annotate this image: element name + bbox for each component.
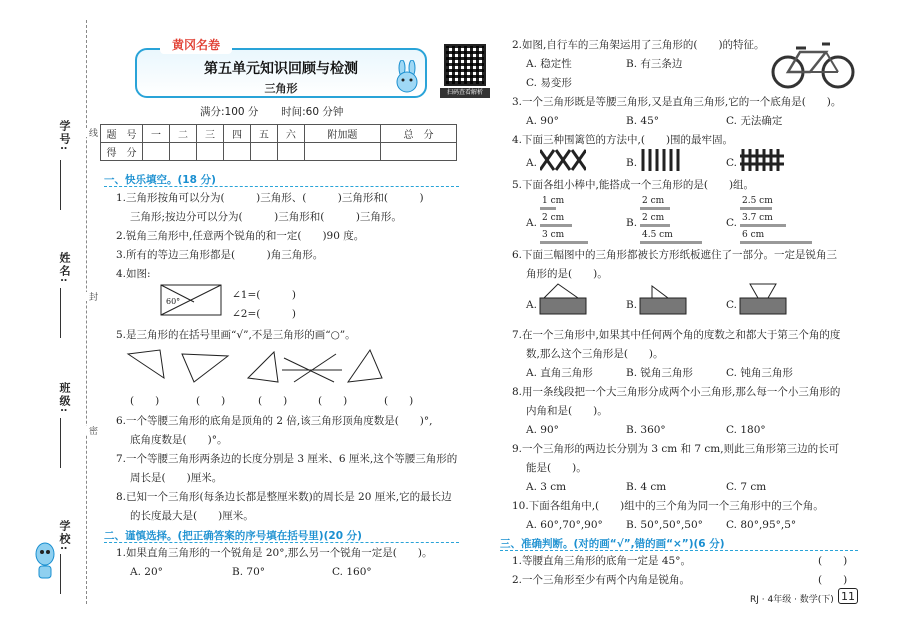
stick-b1-label: 2 cm	[642, 196, 665, 206]
q5-blank-4[interactable]: ( )	[318, 395, 348, 407]
score-input[interactable]	[380, 143, 456, 161]
table-cell: 题 号	[101, 125, 143, 143]
table-cell: 一	[143, 125, 170, 143]
q2-8-option-c[interactable]: C. 180°	[726, 424, 766, 436]
student-id-field[interactable]	[60, 160, 61, 210]
q2-9-option-a[interactable]: A. 3 cm	[526, 481, 567, 493]
q2-3-option-a[interactable]: A. 90°	[526, 115, 559, 127]
page-subtitle: 三角形	[264, 82, 298, 95]
fold-mark-line: 线	[87, 128, 97, 137]
bicycle-icon	[770, 40, 856, 90]
q2-9-option-c[interactable]: C. 7 cm	[726, 481, 767, 493]
question-1-3: 3.所有的等边三角形都是( )角三角形。	[116, 249, 324, 261]
question-2-8-line2: 内角和是( )。	[526, 405, 608, 417]
q2-8-option-b[interactable]: B. 360°	[626, 424, 666, 436]
q2-5-option-b[interactable]: B.	[626, 217, 638, 229]
q4-angle2-answer: ∠2=( )	[232, 308, 296, 320]
stick-a3	[540, 241, 588, 244]
question-2-10: 10.下面各组角中,( )组中的三个角为同一个三角形中的三个角。	[512, 500, 824, 512]
question-2-1: 1.如果直角三角形的一个锐角是 20°,那么另一个锐角一定是( )。	[116, 547, 433, 559]
student-id-label: 学号:	[58, 120, 71, 153]
question-2-6-line2: 角形的是( )。	[526, 268, 608, 280]
q5-blank-1[interactable]: ( )	[130, 395, 160, 407]
q2-6-option-c[interactable]: C.	[726, 299, 737, 311]
score-input[interactable]	[143, 143, 170, 161]
question-1-2: 2.锐角三角形中,任意两个锐角的和一定( )90 度。	[116, 230, 365, 242]
question-1-7-line2: 周长是( )厘米。	[130, 472, 223, 484]
q2-6-option-b[interactable]: B.	[626, 299, 638, 311]
stick-c3	[740, 241, 812, 244]
table-cell: 得 分	[101, 143, 143, 161]
question-1-8-line2: 的长度最大是( )厘米。	[130, 510, 254, 522]
q2-7-option-a[interactable]: A. 直角三角形	[526, 367, 593, 379]
question-1-5: 5.是三角形的在括号里画“√”,不是三角形的画“○”。	[116, 329, 356, 341]
q2-3-option-c[interactable]: C. 无法确定	[726, 115, 783, 127]
page-title: 第五单元知识回顾与检测	[204, 61, 358, 77]
score-input[interactable]	[304, 143, 380, 161]
table-cell: 附加题	[304, 125, 380, 143]
q5-blank-3[interactable]: ( )	[258, 395, 288, 407]
rabbit-mascot-icon	[390, 60, 426, 96]
covered-triangle-c	[738, 282, 788, 316]
stick-a1	[540, 207, 556, 210]
question-1-4: 4.如图:	[116, 268, 151, 280]
question-1-8-line1: 8.已知一个三角形(每条边长都是整厘米数)的周长是 20 厘米,它的最长边	[116, 491, 452, 503]
question-2-5: 5.下面各组小棒中,能搭成一个三角形的是( )组。	[512, 179, 755, 191]
table-row	[101, 125, 457, 143]
q2-5-option-a[interactable]: A.	[526, 217, 537, 229]
question-2-3: 3.一个三角形既是等腰三角形,又是直角三角形,它的一个底角是( )。	[512, 96, 842, 108]
q5-shapes-figure	[124, 348, 464, 388]
question-1-6-line2: 底角度数是( )°。	[130, 434, 228, 446]
binding-line	[86, 20, 87, 604]
exam-meta	[200, 104, 343, 119]
school-label: 学校:	[58, 520, 71, 553]
question-1-7-line1: 7.一个等腰三角形两条边的长度分别是 3 厘米、6 厘米,这个等腰三角形的	[116, 453, 458, 465]
stick-b2	[640, 224, 670, 227]
section-divider	[500, 550, 858, 551]
q5-blank-5[interactable]: ( )	[384, 395, 414, 407]
fold-mark-secret: 密	[87, 426, 97, 435]
class-label: 班级:	[58, 382, 71, 415]
name-label: 姓名:	[58, 252, 71, 285]
covered-triangle-b	[638, 282, 688, 316]
q2-8-option-a[interactable]: A. 90°	[526, 424, 559, 436]
table-cell: 总 分	[380, 125, 456, 143]
question-2-6-line1: 6.下面三幅图中的三角形都被长方形纸板遮住了一部分。一定是锐角三	[512, 249, 838, 261]
q2-9-option-b[interactable]: B. 4 cm	[626, 481, 667, 493]
q2-3-option-b[interactable]: B. 45°	[626, 115, 660, 127]
stick-a3-label: 3 cm	[542, 230, 565, 240]
q4-angle-label: 60°	[166, 297, 181, 306]
q3-2-answer-blank[interactable]: ( )	[818, 574, 848, 586]
question-2-9-line2: 能是( )。	[526, 462, 587, 474]
qr-code-icon[interactable]	[444, 44, 486, 86]
q2-1-option-a[interactable]: A. 20°	[130, 566, 163, 578]
full-score: 满分:100 分	[200, 106, 259, 118]
fold-mark-seal: 封	[87, 292, 97, 301]
title-banner	[135, 48, 427, 98]
question-2-7-line2: 数,那么这个三角形是( )。	[526, 348, 664, 360]
q4-angle1-answer: ∠1=( )	[232, 289, 296, 301]
q2-4-option-c[interactable]: C.	[726, 157, 737, 169]
stick-c2-label: 3.7 cm	[742, 213, 773, 223]
score-input[interactable]	[250, 143, 277, 161]
section-3-title: 三、准确判断。(对的画“√”,错的画“×”)(6 分)	[500, 538, 725, 550]
score-input[interactable]	[196, 143, 223, 161]
question-1-1-line2: 三角形;按边分可以分为( )三角形和( )三角形。	[130, 211, 402, 223]
q2-4-option-b[interactable]: B.	[626, 157, 638, 169]
section-divider	[104, 542, 459, 543]
stick-c1	[740, 207, 772, 210]
question-3-2: 2.一个三角形至少有两个内角是锐角。	[512, 574, 691, 586]
table-cell: 四	[223, 125, 250, 143]
q2-4-option-a[interactable]: A.	[526, 157, 537, 169]
q3-1-answer-blank[interactable]: ( )	[818, 555, 848, 567]
q2-2-option-c[interactable]: C. 易变形	[526, 77, 572, 89]
table-row	[101, 143, 457, 161]
q5-blank-2[interactable]: ( )	[196, 395, 226, 407]
question-1-1-line1: 1.三角形按角可以分为( )三角形、( )三角形和( )	[116, 192, 424, 204]
class-field[interactable]	[60, 418, 61, 468]
mascot-icon	[30, 540, 60, 580]
name-field[interactable]	[60, 288, 61, 338]
q2-10-option-c[interactable]: C. 80°,95°,5°	[726, 519, 797, 531]
school-field[interactable]	[60, 554, 61, 594]
score-table	[100, 124, 457, 161]
table-cell: 五	[250, 125, 277, 143]
q2-2-option-a[interactable]: A. 稳定性	[526, 58, 572, 70]
stick-a1-label: 1 cm	[542, 196, 565, 206]
section-1-title: 一、快乐填空。(18 分)	[104, 174, 216, 186]
table-cell: 六	[277, 125, 304, 143]
table-cell: 三	[196, 125, 223, 143]
stick-b1	[640, 207, 670, 210]
qr-caption: 扫码查看解析	[440, 88, 490, 98]
q2-7-option-b[interactable]: B. 锐角三角形	[626, 367, 693, 379]
score-input[interactable]	[169, 143, 196, 161]
q2-7-option-c[interactable]: C. 钝角三角形	[726, 367, 793, 379]
q2-1-option-b[interactable]: B. 70°	[232, 566, 266, 578]
question-2-4: 4.下面三种围篱笆的方法中,( )围的最牢固。	[512, 134, 734, 146]
question-3-1: 1.等腰直角三角形的底角一定是 45°。	[512, 555, 691, 567]
stick-b2-label: 2 cm	[642, 213, 665, 223]
score-input[interactable]	[223, 143, 250, 161]
question-2-8-line1: 8.用一条线段把一个大三角形分成两个小三角形,那么每一个小三角形的	[512, 386, 841, 398]
fence-cross-icon	[540, 148, 586, 172]
stick-a2-label: 2 cm	[542, 213, 565, 223]
table-cell: 二	[169, 125, 196, 143]
question-1-6-line1: 6.一个等腰三角形的底角是顶角的 2 倍,该三角形顶角度数是( )°,	[116, 415, 433, 427]
score-input[interactable]	[277, 143, 304, 161]
q2-10-option-a[interactable]: A. 60°,70°,90°	[526, 519, 603, 531]
q2-2-option-b[interactable]: B. 有三条边	[626, 58, 683, 70]
question-2-7-line1: 7.在一个三角形中,如果其中任何两个角的度数之和都大于第三个角的度	[512, 329, 841, 341]
fence-vertical-icon	[640, 148, 686, 172]
section-divider	[104, 186, 459, 187]
question-2-2: 2.如图,自行车的三角架运用了三角形的( )的特征。	[512, 39, 765, 51]
section-2-title: 二、谨慎选择。(把正确答案的序号填在括号里)(20 分)	[104, 530, 362, 542]
footer-series: RJ · 4年级 · 数学(下)	[750, 595, 834, 605]
q2-10-option-b[interactable]: B. 50°,50°,50°	[626, 519, 703, 531]
stick-a2	[540, 224, 572, 227]
q2-6-option-a[interactable]: A.	[526, 299, 537, 311]
question-2-9-line1: 9.一个三角形的两边长分别为 3 cm 和 7 cm,则此三角形第三边的长可	[512, 443, 840, 455]
stick-c3-label: 6 cm	[742, 230, 765, 240]
page-number: 11	[838, 588, 858, 604]
brand-logo: 黄冈名卷	[160, 36, 232, 54]
fence-grid-icon	[740, 148, 786, 172]
stick-c1-label: 2.5 cm	[742, 196, 773, 206]
q2-1-option-c[interactable]: C. 160°	[332, 566, 372, 578]
q2-5-option-c[interactable]: C.	[726, 217, 737, 229]
covered-triangle-a	[538, 282, 588, 316]
stick-b3	[640, 241, 702, 244]
stick-c2	[740, 224, 786, 227]
time-limit: 时间:60 分钟	[281, 106, 344, 118]
stick-b3-label: 4.5 cm	[642, 230, 673, 240]
